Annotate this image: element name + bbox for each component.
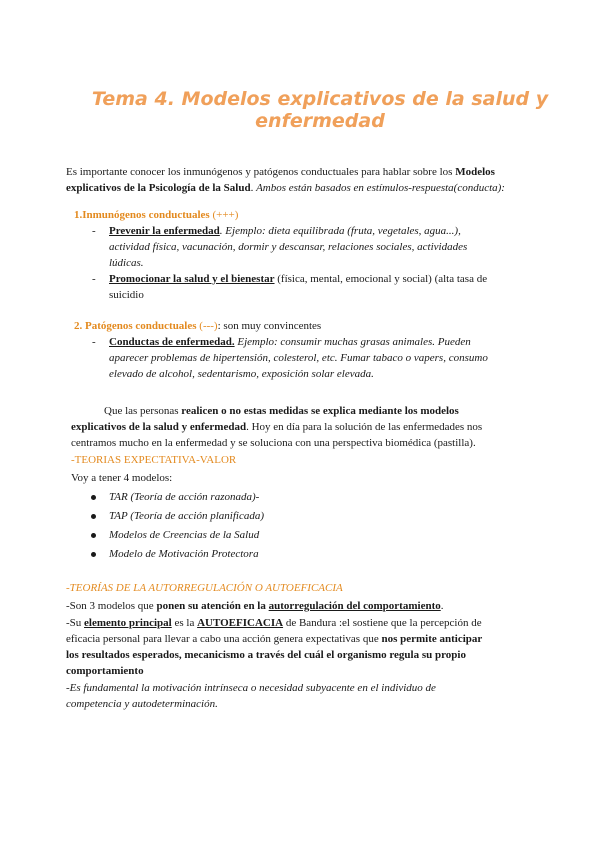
bullet-icon (91, 495, 96, 500)
list-item: TAR (Teoría de acción razonada)- (109, 491, 260, 503)
list-item-continuation: lúdicas. (109, 257, 144, 269)
list-item: Modelos de Creencias de la Salud (109, 529, 260, 541)
page-title (60, 88, 580, 132)
list-item-continuation: aparecer problemas de hipertensión, colesterol, etc. Fumar tabaco o vapers, consumo (109, 352, 488, 364)
bullet-icon (91, 533, 96, 538)
title-line-2: enfermedad (255, 110, 385, 132)
intro-line-2: explicativos de la Psicología de la Salud. Ambos están basados en estímulos-respuesta(conducta): (66, 182, 505, 194)
autorregulacion-line-3: eficacia personal para llevar a cabo una acción genera expectativas que nos permite anticipar (66, 633, 483, 645)
autorregulacion-line-7: competencia y autodeterminación. (66, 698, 218, 710)
autorregulacion-line-5: comportamiento (66, 665, 144, 677)
paragraph-line-2: explicativos de la salud y enfermedad. Hoy en día para la solución de las enfermedades nos (71, 421, 483, 433)
autorregulacion-line-4: los resultados esperados, mecanicismo a través del cuál el organismo regula su propio (66, 649, 466, 661)
section-2-heading: 2. Patógenos conductuales (---): son muy convincentes (74, 320, 322, 332)
intro-line-1: Es importante conocer los inmunógenos y patógenos conductuales para hablar sobre los Modelos (66, 166, 495, 178)
paragraph-line-3: centramos mucho en la enfermedad y se soluciona con una perspectiva biomédica (pastilla). (71, 437, 476, 449)
bullet-icon (91, 514, 96, 519)
list-item-continuation: elevado de alcohol, sedentarismo, exposición solar elevada. (109, 368, 374, 380)
models-intro: Voy a tener 4 modelos: (71, 472, 173, 484)
theories-autorregulacion-heading: -TEORÍAS DE LA AUTORREGULACIÓN O AUTOEFICACIA (66, 582, 343, 594)
bullet-icon (91, 552, 96, 557)
list-item: Conductas de enfermedad. Ejemplo: consumir muchas grasas animales. Pueden (109, 336, 471, 348)
list-dash: - (92, 225, 96, 237)
list-item-continuation: suicidio (109, 289, 144, 301)
list-item: Modelo de Motivación Protectora (109, 548, 259, 560)
title-line-1: Tema 4. Modelos explicativos de la salud y (91, 88, 549, 110)
paragraph-line-1: Que las personas realicen o no estas medidas se explica mediante los modelos (104, 405, 459, 417)
autorregulacion-line-2: -Su elemento principal es la AUTOEFICACIA de Bandura :el sostiene que la percepción de (66, 617, 482, 629)
list-item: TAP (Teoría de acción planificada) (109, 510, 265, 522)
list-dash: - (92, 336, 96, 348)
section-1-heading: 1.Inmunógenos conductuales (+++) (74, 209, 239, 221)
autorregulacion-line-6: -Es fundamental la motivación intrínseca o necesidad subyacente en el individuo de (66, 682, 436, 694)
list-dash: - (92, 273, 96, 285)
theories-expectativa-heading: -TEORIAS EXPECTATIVA-VALOR (71, 454, 237, 466)
list-item-continuation: actividad física, vacunación, dormir y descansar, relaciones sociales, actividades (109, 241, 468, 253)
list-item: Prevenir la enfermedad. Ejemplo: dieta equilibrada (fruta, vegetales, agua...), (109, 225, 461, 237)
list-item: Promocionar la salud y el bienestar (física, mental, emocional y social) (alta tasa de (109, 273, 488, 285)
autorregulacion-line-1: -Son 3 modelos que ponen su atención en la autorregulación del comportamiento. (66, 600, 444, 612)
